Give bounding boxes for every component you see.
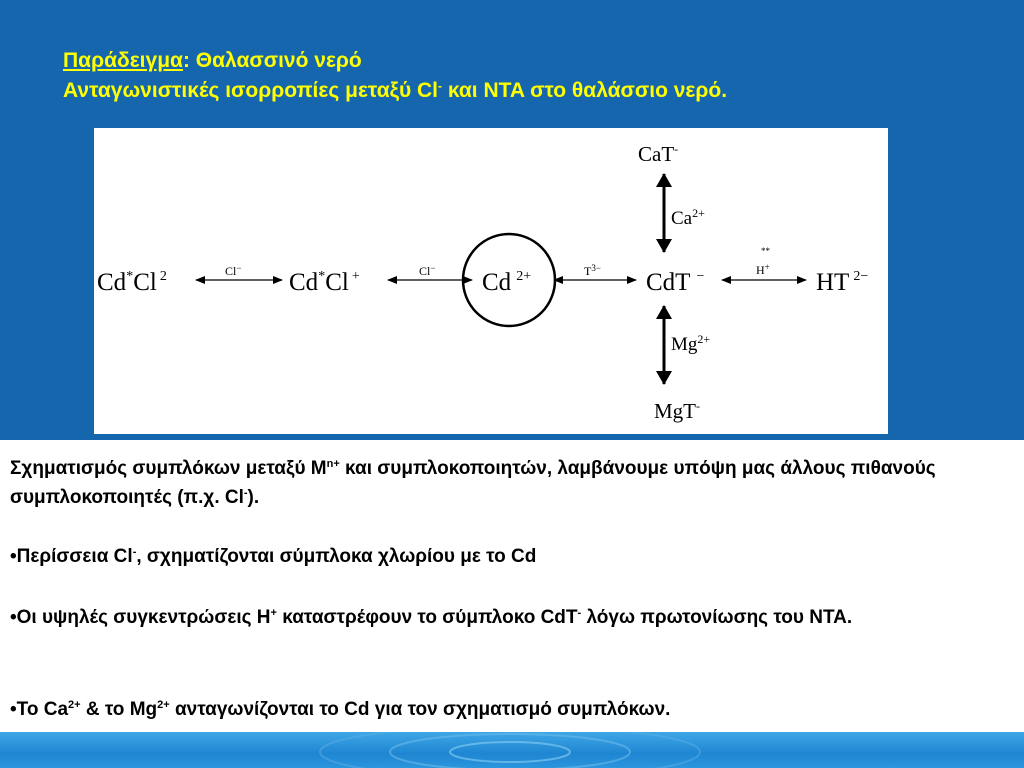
reagent-cl-1: Cl−	[225, 263, 242, 278]
reagent-mg: $Mg^{2+}$	[671, 332, 711, 355]
species-cat: CaT-	[638, 142, 679, 166]
equilibrium-diagram-svg	[94, 128, 888, 434]
title-line-1	[63, 46, 1013, 76]
reagent-ca: $Ca^{2+}$	[671, 206, 705, 229]
reagent-t: $T^{3-}$	[584, 263, 601, 278]
title-colon: :	[182, 49, 196, 72]
bullet-protonation: •Οι υψηλές συγκεντρώσεις H+ καταστρέφουν το σύμπλοκο CdT- λόγω πρωτονίωσης του NTA.	[10, 607, 853, 628]
reagent-h-stars: **	[761, 246, 770, 256]
intro-paragraph: Σχηματισμός συμπλόκων μεταξύ $M^{n+}$ και συμπλοκοποιητών, λαμβάνουμε υπόψη μας άλλους πιθανούς συμπλοκοποιητές (π.χ. Cl-).	[10, 458, 936, 508]
species-cdcl2: Cd*Cl $^2$	[97, 269, 167, 296]
reagent-h: H+	[756, 262, 770, 277]
title-line2-sup: -	[438, 79, 443, 93]
bullet-competition: •Το $Ca^{2+}$ & το $Mg^{2+}$ ανταγωνίζονται το Cd για τον σχηματισμό συμπλόκων.	[10, 699, 671, 720]
title-line2-a: Ανταγωνιστικές ισορροπίες μεταξύ Cl	[63, 79, 439, 102]
equilibrium-diagram	[94, 128, 888, 434]
ripple-decoration	[300, 732, 720, 768]
species-cdt: CdT −	[646, 269, 705, 296]
water-ripple-band	[0, 732, 1024, 768]
species-ht: HT $^{2-}$	[816, 269, 869, 296]
slide-title	[63, 46, 1013, 106]
species-cdcl: Cd*Cl +	[289, 269, 360, 296]
reagent-cl-2: Cl−	[419, 263, 436, 278]
explanation-panel	[0, 440, 1024, 732]
title-line-2	[63, 76, 1013, 106]
bullet-chloride-excess: •Περίσσεια Cl-, σχηματίζονται σύμπλοκα χλωρίου με το Cd	[10, 546, 537, 567]
species-mgt: MgT-	[654, 399, 700, 423]
species-cd2: Cd $^{2+}$	[482, 269, 532, 296]
title-subject: Θαλασσινό νερό	[195, 49, 362, 72]
title-lead: Παράδειγμα	[63, 49, 183, 72]
title-line2-b: και NTA στο θαλάσσιο νερό.	[442, 79, 728, 102]
